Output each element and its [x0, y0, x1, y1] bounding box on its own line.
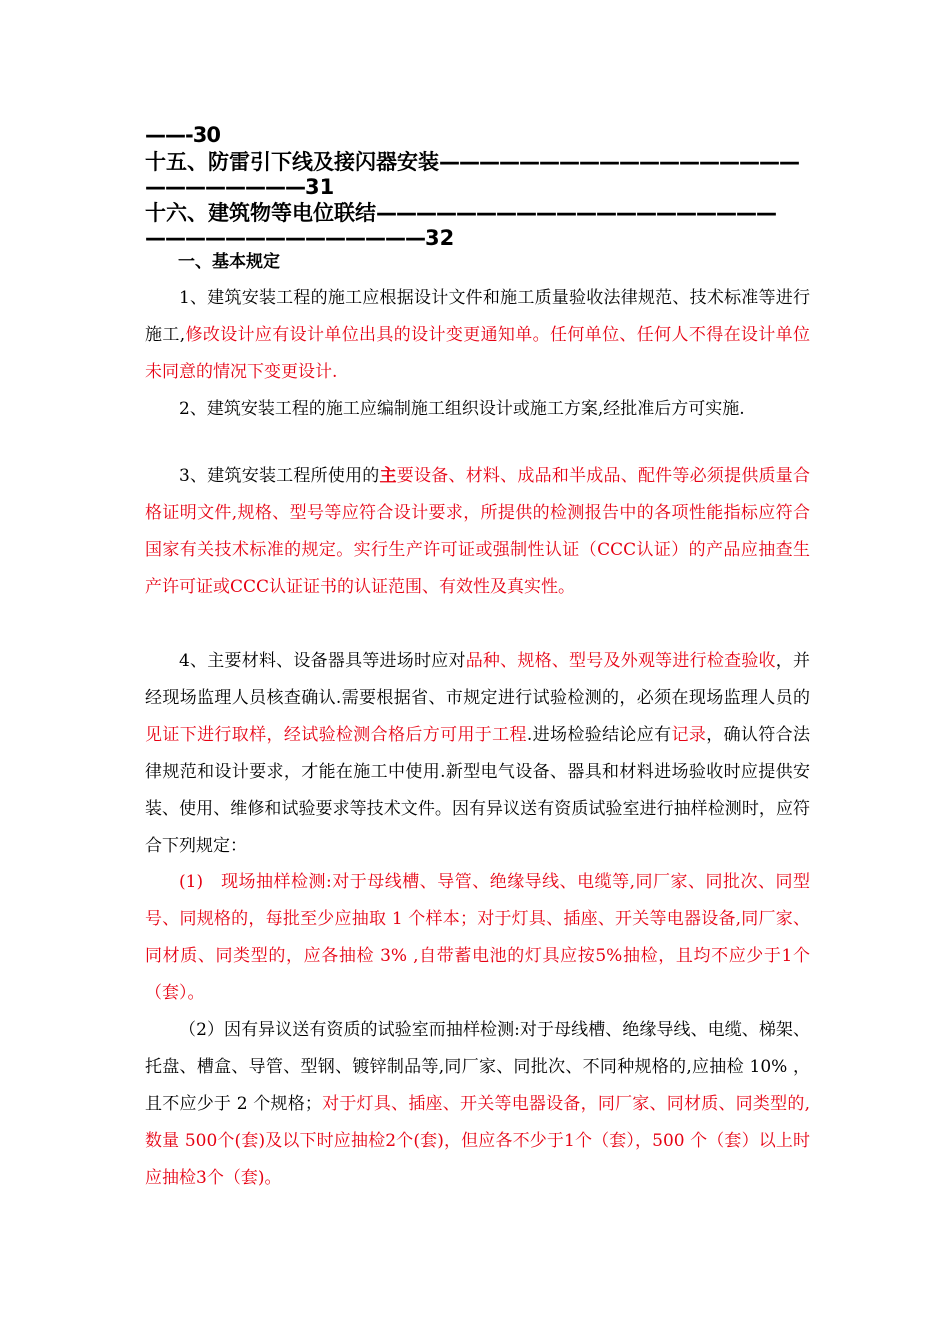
paragraph-2-text: 2、建筑安装工程的施工应编制施工组织设计或施工方案,经批准后方可实施.: [179, 399, 745, 419]
toc-item-16-title: 十六、建筑物等电位联结: [145, 201, 376, 225]
paragraph-4-highlight-c: 记录: [671, 725, 707, 745]
paragraph-6: [145, 1012, 810, 1197]
paragraph-1-text: 1、建筑安装工程的施工应根据设计文件和施工质量验收法律规范、技术标准等进行施工,: [145, 288, 810, 345]
toc-item-16-page: 32: [425, 226, 455, 250]
paragraph-4-text-c: .进场检验结论应有: [526, 725, 672, 745]
toc-item-15-leader: ——————————————————: [439, 150, 799, 174]
paragraph-4: [145, 643, 810, 865]
paragraph-5: [145, 864, 810, 1012]
paragraph-3-highlight: 要设备、材料、成品和半成品、配件等必须提供质量合格证明文件,规格、型号等应符合设计要求，所提供的检测报告中的各项性能指标应符合国家有关技术标准的规定。实行生产许可证或强制性认证（CCC认证）的产品应抽查生产许可证或CCC认证证书的认证范围、有效性及真实性。: [145, 466, 811, 597]
toc-item-15[interactable]: [145, 150, 815, 175]
toc-item-16-leader-cont: ——————————————: [145, 226, 425, 250]
paragraph-1-highlight: 修改设计应有设计单位出具的设计变更通知单。任何单位、任何人不得在设计单位未同意的情况下变更设计.: [145, 325, 811, 382]
toc-item-15-page: 31: [305, 175, 335, 199]
paragraph-3: [145, 458, 810, 606]
toc-page-30: ——-30: [145, 123, 220, 147]
toc-item-16-leader: ————————————————————: [376, 201, 776, 225]
toc-item-16-cont: [145, 226, 815, 251]
paragraph-4-text-b: ，并经现场监理人员核查确认.需要根据省、市规定进行试验检测的，必须在现场监理人员的: [145, 651, 811, 708]
toc-item-15-title: 十五、防雷引下线及接闪器安装: [145, 150, 439, 174]
paragraph-6-text: （2）因有异议送有资质的试验室而抽样检测:对于母线槽、绝缘导线、电缆、梯架、托盘、槽盒、导管、型钢、镀锌制品等,同厂家、同批次、不同种规格的,应抽检 10% ，且不应少于 2 个规格；: [145, 1020, 810, 1114]
paragraph-4-highlight-a: 品种、规格、型号及外观等进行检查验收: [465, 651, 776, 671]
paragraph-5-text: (1) 现场抽样检测:对于母线槽、导管、绝缘导线、电缆等,同厂家、同批次、同型号、同规格的，每批至少应抽取 1 个样本；对于灯具、插座、开关等电器设备,同厂家、同材质、同类型的，应各抽检 3% ,自带蓄电池的灯具应按5%抽检，且均不应少于1个（套）。: [145, 872, 810, 1003]
toc-item-16[interactable]: [145, 201, 815, 226]
paragraph-2: [145, 391, 810, 428]
paragraph-4-text-d: ，确认符合法律规范和设计要求，才能在施工中使用.新型电气设备、器具和材料进场验收时应提供安装、使用、维修和试验要求等技术文件。因有异议送有资质试验室进行抽样检测时，应符合下列规定：: [145, 725, 811, 856]
paragraph-3-text: 3、建筑安装工程所使用的: [179, 466, 380, 486]
paragraph-4-highlight-b: 见证下进行取样，经试验检测合格后方可用于工程: [145, 725, 527, 745]
paragraph-6-highlight: 对于灯具、插座、开关等电器设备，同厂家、同材质、同类型的,数量 500个(套)及以下时应抽检2个(套)，但应各不少于1个（套），500 个（套）以上时应抽检3个（套)。: [145, 1094, 811, 1188]
paragraph-4-text-a: 4、主要材料、设备器具等进场时应对: [179, 651, 466, 671]
section-heading: 一、基本规定: [178, 252, 280, 272]
toc-line-continuation: [145, 123, 815, 148]
toc-item-15-cont: [145, 175, 815, 200]
paragraph-1: [145, 280, 810, 391]
paragraph-3-bold-highlight: 主: [379, 466, 397, 486]
toc-item-15-leader-cont: ————————: [145, 175, 305, 199]
